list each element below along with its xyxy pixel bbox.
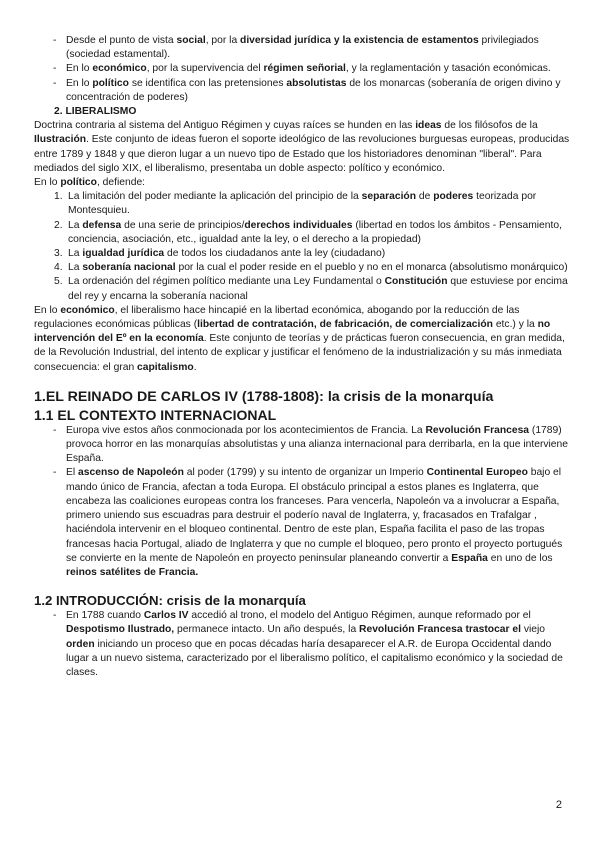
list-item: - En lo económico, por la supervivencia del régimen señorial, y la reglamentación y tasación económicas. xyxy=(66,62,570,76)
list-item: 3. La igualdad jurídica de todos los ciudadanos ante la ley (ciudadano) xyxy=(54,248,386,260)
list-item: 1. La limitación del poder mediante la aplicación del principio de la separación de poderes teorizada por Montesquieu. xyxy=(54,191,537,217)
list-item: 2. La defensa de una serie de principios/derechos individuales (libertad en todos los ámbitos - Pensamiento, conciencia, asociación, etc., igualdad ante la ley, o el derecho a la propiedad) xyxy=(54,219,562,245)
politico-list xyxy=(34,190,570,304)
section-heading: 1.EL REINADO DE CARLOS IV (1788-1808): la crisis de la monarquía xyxy=(34,388,494,405)
politico-intro: En lo político, defiende: xyxy=(34,177,146,189)
estamental-list xyxy=(34,34,570,105)
liberalismo-heading: 2. LIBERALISMO xyxy=(54,106,137,118)
economico-paragraph: En lo económico, el liberalismo hace hincapié en la libertad económica, abogando por la reducción de las regulaciones económicas públicas (libertad de contratación, de fabricación, de comercialización etc.) y la no intervención del Eº en la economía. Este conjunto de teorías y de prácticas fueron consecuencia, en gran medida, de la Revolución Industrial, del intento de explicar y justificar el fenómeno de la industrialización y su más inmediata consecuencia: el gran capitalismo. xyxy=(34,304,565,373)
list-item: 4. La soberanía nacional por la cual el poder reside en el pueblo y no en el monarca (absolutismo monárquico) xyxy=(54,262,568,274)
list-item: - El ascenso de Napoleón al poder (1799) y su intento de organizar un Imperio Continental Europeo bajo el mando único de Francia, afectan a toda Europa. El obstáculo principal a estos planes es Inglaterra, que encabeza las coaliciones europeas contra los franceses. Para vencerla, Napoleón va a involucrar a España, primero uniendo sus escuadras para destruir el poderío naval de Inglaterra, y, fracasados en Trafalgar , haciéndola intervenir en el bloqueo continental. Dentro de este plan, España facilita el paso de las tropas francesas hacia Portugal, aliado de Inglaterra y que no cumple el bloqueo, pero pronto el proyecto portugués se convierte en la mente de Napoleón en proyecto peninsular planeando convertir a España en uno de los reinos satélites de Francia. xyxy=(66,466,570,580)
list-item: - Desde el punto de vista social, por la diversidad jurídica y la existencia de estamentos privilegiados (sociedad estamental). xyxy=(66,34,570,62)
list-item: 5. La ordenación del régimen político mediante una Ley Fundamental o Constitución que estuviese por encima del rey y encarna la soberanía nacional xyxy=(54,276,568,302)
introduction-list xyxy=(34,609,570,680)
subsection-heading: 1.1 EL CONTEXTO INTERNACIONAL xyxy=(34,406,277,423)
context-list xyxy=(34,424,570,580)
liberalismo-intro: Doctrina contraria al sistema del Antiguo Régimen y cuyas raíces se hunden en las ideas de los filósofos de la Ilustración. Este conjunto de ideas fueron el soporte ideológico de las revoluciones burguesas europeas, producidas entre 1789 y 1848 y que dieron lugar a un nuevo tipo de Estado que los historiadores denominan "liberal". Para mediados del siglo XIX, el liberalismo, presentaba un doble aspecto: político y económico. xyxy=(34,120,570,174)
list-item: - En 1788 cuando Carlos IV accedió al trono, el modelo del Antiguo Régimen, aunque reformado por el Despotismo Ilustrado, permanece intacto. Un año después, la Revolución Francesa trastocar el viejo orden iniciando un proceso que en pocas décadas haría desaparecer el A.R. de Europa Occidental dando lugar a un nuevo sistema, caracterizado por el liberalismo político, el capitalismo económico y la sociedad de clases. xyxy=(66,609,570,680)
page-number: 2 xyxy=(555,799,562,811)
list-item: - Europa vive estos años conmocionada por los acontecimientos de Francia. La Revolución Francesa (1789) provoca horror en las monarquías absolutistas y una alianza internacional para derribarla, en la que interviene España. xyxy=(66,424,570,467)
document-page xyxy=(34,34,570,680)
list-item: - En lo político se identifica con las pretensiones absolutistas de los monarcas (soberanía de origen divino y concentración de poderes) xyxy=(66,77,570,105)
subsection-heading: 1.2 INTRODUCCIÓN: crisis de la monarquía xyxy=(34,593,306,609)
